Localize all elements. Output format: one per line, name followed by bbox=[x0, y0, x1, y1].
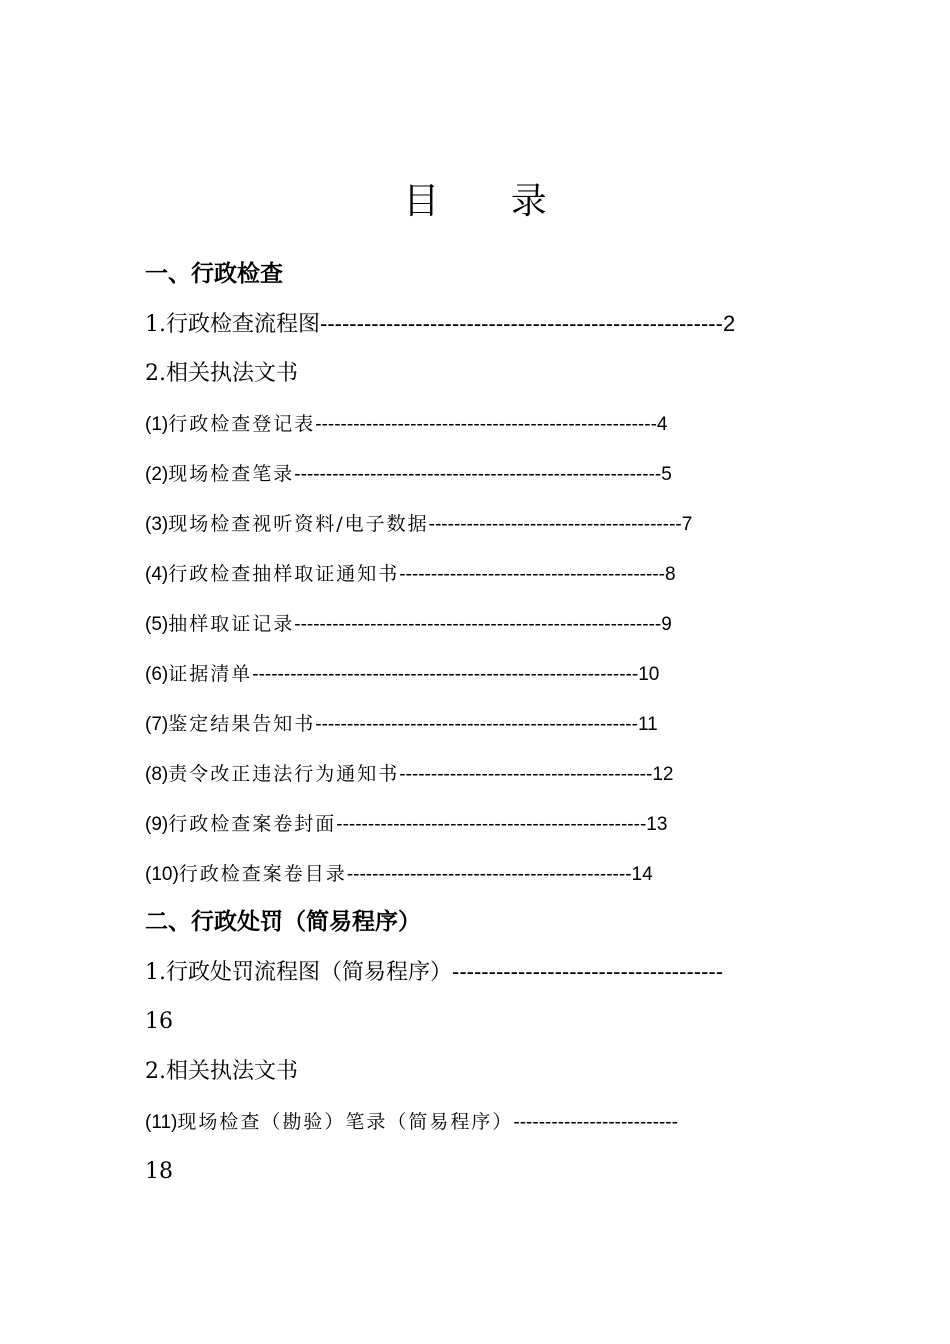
toc-entry-label: 1.行政检查流程图 bbox=[145, 312, 320, 337]
toc-page-number: 8 bbox=[665, 564, 676, 585]
toc-page-number: 11 bbox=[637, 714, 658, 735]
toc-item bbox=[145, 708, 658, 741]
toc-item-label: 行政检查抽样取证通知书 bbox=[168, 563, 400, 585]
toc-item-number: (5) bbox=[145, 614, 169, 635]
toc-page-number: 10 bbox=[638, 664, 660, 685]
toc-page-number: 7 bbox=[681, 514, 693, 535]
toc-page-number: 14 bbox=[631, 864, 653, 885]
toc-item bbox=[145, 458, 672, 491]
toc-page-number: 9 bbox=[661, 614, 672, 635]
toc-entry-label: 1.行政处罚流程图（简易程序） bbox=[145, 960, 452, 985]
toc-leader: ------------------------------------------------------- bbox=[320, 311, 723, 336]
toc-item-number: (3) bbox=[145, 514, 169, 535]
toc-leader: --------------------------------------------------- bbox=[315, 714, 638, 735]
toc-item-number: (10) bbox=[145, 864, 179, 885]
toc-item bbox=[145, 658, 659, 691]
toc-item-number: (7) bbox=[145, 714, 169, 735]
toc-leader: ------------------------------------------------- bbox=[336, 814, 647, 835]
toc-leader: ------------------------------------- bbox=[452, 959, 724, 984]
toc-item-label: 行政检查案卷目录 bbox=[178, 863, 347, 885]
toc-page-number: 12 bbox=[652, 764, 674, 785]
toc-subheading: 2.相关执法文书 bbox=[145, 1059, 298, 1084]
toc-leader: ------------------------------------------------------------- bbox=[252, 664, 639, 685]
toc-item-number: (4) bbox=[145, 564, 169, 585]
toc-page-number: 13 bbox=[646, 814, 668, 835]
toc-item-number: (9) bbox=[145, 814, 169, 835]
toc-leader: ---------------------------------------------------------- bbox=[294, 464, 662, 485]
toc-item-number: (11) bbox=[145, 1112, 178, 1133]
toc-page-number-wrapped: 18 bbox=[145, 1159, 173, 1184]
toc-leader: ------------------------------------------ bbox=[399, 564, 665, 585]
section-heading: 一、行政检查 bbox=[145, 261, 283, 287]
toc-item bbox=[145, 408, 668, 441]
toc-leader: ---------------------------------------------------------- bbox=[294, 614, 662, 635]
toc-leader: ---------------------------------------- bbox=[428, 514, 682, 535]
toc-item-number: (2) bbox=[145, 464, 169, 485]
toc-item-number: (1) bbox=[145, 414, 169, 435]
toc-item bbox=[145, 508, 692, 541]
toc-page-number: 2 bbox=[722, 311, 736, 336]
toc-leader: ------------------------------------------------------ bbox=[315, 414, 657, 435]
toc-page-number: 4 bbox=[656, 414, 668, 435]
toc-leader: ---------------------------------------- bbox=[399, 764, 653, 785]
page-title: 目 录 bbox=[403, 181, 577, 222]
toc-item-label: 现场检查（勘验）笔录（简易程序） bbox=[177, 1111, 514, 1133]
toc-item bbox=[145, 608, 672, 641]
toc-item bbox=[145, 1106, 678, 1139]
toc-item-number: (8) bbox=[145, 764, 169, 785]
toc-leader: -------------------------- bbox=[513, 1112, 678, 1133]
toc-item-label: 抽样取证记录 bbox=[168, 613, 295, 635]
toc-subheading: 2.相关执法文书 bbox=[145, 361, 298, 386]
toc-item-label: 鉴定结果告知书 bbox=[168, 713, 316, 735]
toc-item-number: (6) bbox=[145, 664, 169, 685]
toc-item-label: 证据清单 bbox=[168, 663, 253, 685]
toc-leader: --------------------------------------------- bbox=[346, 864, 632, 885]
section-heading: 二、行政处罚（简易程序） bbox=[145, 909, 421, 935]
toc-item-label: 现场检查笔录 bbox=[168, 463, 295, 485]
toc-item bbox=[145, 808, 667, 841]
toc-page-number-wrapped: 16 bbox=[145, 1009, 173, 1034]
toc-item bbox=[145, 858, 653, 891]
toc-item-label: 责令改正违法行为通知书 bbox=[168, 763, 400, 785]
toc-item-label: 行政检查案卷封面 bbox=[168, 813, 337, 835]
toc-page-number: 5 bbox=[661, 464, 672, 485]
toc-entry bbox=[145, 308, 735, 341]
toc-item bbox=[145, 758, 673, 791]
toc-item-label: 行政检查登记表 bbox=[168, 413, 316, 435]
toc-item bbox=[145, 558, 676, 591]
toc-item-label: 现场检查视听资料/电子数据 bbox=[168, 513, 429, 535]
toc-entry bbox=[145, 956, 723, 989]
